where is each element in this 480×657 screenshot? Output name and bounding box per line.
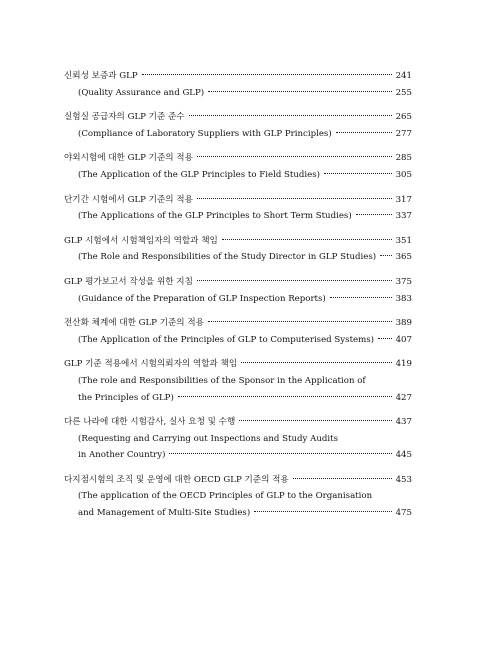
dot-leader [378, 338, 392, 339]
korean-title: 전산화 체계에 대한 GLP 기준의 적용 [64, 318, 204, 329]
dot-leader [178, 396, 392, 397]
page-number: 365 [395, 252, 412, 263]
toc-entry [64, 150, 412, 183]
dot-leader [169, 453, 391, 454]
toc-line-korean [64, 315, 412, 332]
dot-leader [293, 478, 392, 479]
toc-line-english [64, 373, 412, 390]
toc-line-korean [64, 233, 412, 250]
toc-line-korean [64, 472, 412, 489]
page-number: 383 [395, 293, 412, 304]
dot-leader [241, 362, 391, 363]
korean-title: 야외시험에 대한 GLP 기준의 적용 [64, 153, 193, 164]
page-number: 285 [395, 153, 412, 164]
toc-line-english [64, 126, 412, 143]
toc-entry [64, 356, 412, 406]
toc-line-english [64, 167, 412, 184]
page-number: 305 [395, 169, 412, 180]
page-number: 255 [395, 87, 412, 98]
toc-entry [64, 233, 412, 266]
toc-line-english [64, 447, 412, 464]
page-number: 265 [395, 112, 412, 123]
korean-title: GLP 기준 적용에서 시험의뢰자의 역할과 책임 [64, 359, 238, 370]
toc-line-korean [64, 150, 412, 167]
english-title: (Requesting and Carrying out Inspections and Study Audits [78, 433, 338, 444]
dot-leader [330, 297, 392, 298]
page-number: 241 [395, 71, 412, 81]
dot-leader [336, 132, 392, 133]
english-title: (The Application of the GLP Principles to Field Studies) [78, 169, 321, 180]
toc-line-english [64, 431, 412, 448]
dot-leader [197, 198, 392, 199]
dot-leader [356, 214, 392, 215]
korean-title: GLP 평가보고서 작성을 위한 지침 [64, 276, 193, 287]
toc-line-english [64, 390, 412, 407]
toc-entry [64, 109, 412, 142]
page-number: 337 [395, 211, 412, 222]
page-number: 445 [395, 450, 412, 461]
dot-leader [222, 239, 392, 240]
toc-line-korean [64, 68, 412, 85]
toc-line-korean [64, 109, 412, 126]
english-title: (The role and Responsibilities of the Sponsor in the Application of [78, 375, 366, 386]
english-title: (Compliance of Laboratory Suppliers with GLP Principles) [78, 128, 332, 139]
dot-leader [197, 280, 392, 281]
english-title: (Quality Assurance and GLP) [78, 87, 205, 98]
dot-leader [208, 91, 391, 92]
toc-line-english [64, 208, 412, 225]
dot-leader [197, 156, 392, 157]
english-title: (The application of the OECD Principles of GLP to the Organisation [78, 491, 373, 502]
page-number: 419 [395, 359, 412, 370]
toc-entry [64, 192, 412, 225]
page-number: 427 [395, 392, 412, 403]
page-number: 317 [395, 194, 412, 205]
page-number: 453 [395, 474, 412, 485]
toc-line-korean [64, 274, 412, 291]
toc-line-korean [64, 192, 412, 209]
dot-leader [254, 511, 391, 512]
english-title: in Another Country) [78, 450, 166, 461]
toc-line-korean [64, 356, 412, 373]
korean-title: 실험실 공급자의 GLP 기준 준수 [64, 112, 185, 123]
table-of-contents [64, 68, 412, 530]
dot-leader [208, 321, 392, 322]
dot-leader [324, 173, 392, 174]
korean-title: 다지점시험의 조직 및 운영에 대한 OECD GLP 기준의 적용 [64, 474, 289, 485]
toc-entry [64, 315, 412, 348]
dot-leader [239, 420, 391, 421]
korean-title: 신뢰성 보증과 GLP [64, 71, 138, 81]
page-number: 351 [395, 235, 412, 246]
dot-leader [189, 115, 392, 116]
english-title: (The Applications of the GLP Principles to Short Term Studies) [78, 211, 352, 222]
toc-line-english [64, 291, 412, 308]
toc-line-english [64, 488, 412, 505]
page-number: 407 [395, 334, 412, 345]
page-number: 389 [395, 318, 412, 329]
korean-title: GLP 시험에서 시험책임자의 역할과 책임 [64, 235, 218, 246]
toc-line-english [64, 85, 412, 102]
toc-entry [64, 274, 412, 307]
english-title: and Management of Multi-Site Studies) [78, 508, 251, 519]
page-number: 277 [395, 128, 412, 139]
korean-title: 다른 나라에 대한 시험감사, 실사 요청 및 수행 [64, 417, 236, 428]
toc-entry [64, 68, 412, 101]
english-title: the Principles of GLP) [78, 392, 174, 403]
english-title: (The Application of the Principles of GLP to Computerised Systems) [78, 334, 375, 345]
page-number: 475 [395, 508, 412, 519]
page-number: 375 [395, 276, 412, 287]
toc-line-korean [64, 414, 412, 431]
english-title: (The Role and Responsibilities of the Study Director in GLP Studies) [78, 252, 377, 263]
toc-line-english [64, 505, 412, 522]
english-title: (Guidance of the Preparation of GLP Inspection Reports) [78, 293, 326, 304]
korean-title: 단기간 시험에서 GLP 기준의 적용 [64, 194, 193, 205]
dot-leader [142, 74, 392, 75]
dot-leader [380, 255, 392, 256]
toc-line-english [64, 249, 412, 266]
page-number: 437 [395, 417, 412, 428]
toc-entry [64, 472, 412, 522]
toc-entry [64, 414, 412, 464]
toc-line-english [64, 332, 412, 349]
